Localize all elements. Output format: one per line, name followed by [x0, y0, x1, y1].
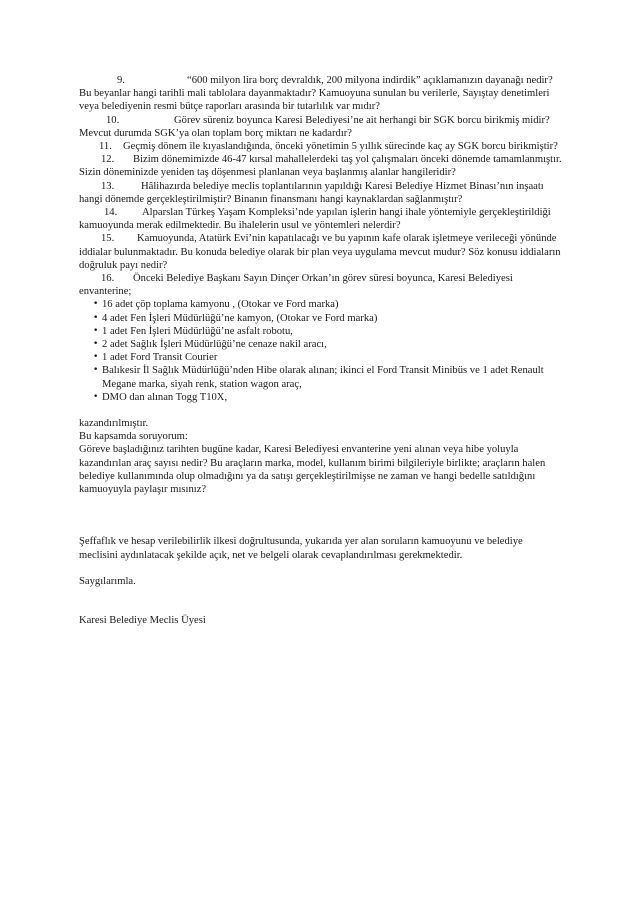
inventory-question: Göreve başladığınız tarihten bugüne kadar, Karesi Belediyesi envanterine yeni alınan veya hibe yoluyla kazandırılan araç sayısı nedir? Bu araçların marka, model, kullanım birimi bilgileriyle birlikte; araçların halen belediye kullanımında olup olmadığını ya da satışı gerçekleştirilmişse ne zaman ve hangi bedelle satıldığını kamuoyuyla paylaşır mısınız? [79, 444, 546, 496]
acquired-text: kazandırılmıştır. [79, 418, 149, 430]
question-15 [79, 232, 564, 272]
spacer [79, 496, 564, 535]
question-number: 10. [106, 114, 120, 126]
question-number: 9. [117, 75, 125, 86]
question-text: “600 milyon lira borç devraldık, 200 milyona indirdik” açıklamanızın dayanağı nedir? Bu beyanlar hangi tarihli mali tablolara dayanmaktadır? Kamuoyuna sunulan bu verilerle, Sayıştay denetimleri veya belediyenin resmi bütçe raporları arasında bir tutarlılık var mıdır? [79, 75, 553, 113]
list-item: • Balıkesir İl Sağlık Müdürlüğü’nden Hibe olarak alınan; ikinci el Ford Transit Minibüs ve 1 adet Renault Megane marka, siyah renk, station wagon araç, [79, 364, 564, 390]
spacer [79, 588, 564, 614]
list-item: • 1 adet Fen İşleri Müdürlüğü’ne asfalt robotu, [79, 325, 564, 338]
question-text: Bizim dönemimizde 46-47 kırsal mahallelerdeki taş yol çalışmaları önceki dönemde tamamlanmıştır. Sizin döneminizde yeniden taş döşenmesi planlanan veya başlanmış alanlar hangileridir? [79, 154, 562, 179]
document-page [79, 74, 564, 627]
question-11 [79, 140, 564, 153]
question-number: 13. [101, 180, 115, 192]
spacer [79, 404, 564, 417]
question-9 [79, 74, 564, 114]
question-text: Geçmiş dönem ile kıyaslandığında, önceki yönetimin 5 yıllık sürecinde kaç ay SGK borcu birikmiştir? [123, 141, 558, 153]
question-16 [79, 272, 564, 298]
list-item: • 4 adet Fen İşleri Müdürlüğü’ne kamyon, (Otokar ve Ford marka) [79, 312, 564, 325]
question-number: 16. [101, 273, 115, 285]
list-item: • 16 adet çöp toplama kamyonu , (Otokar ve Ford marka) [79, 298, 564, 311]
scope-text: Bu kapsamda soruyorum: [79, 431, 188, 443]
question-number: 11. [99, 141, 112, 153]
spacer [79, 562, 564, 575]
question-text: Hâlihazırda belediye meclis toplantılarının yapıldığı Karesi Belediye Hizmet Binası’nın inşaatı hangi dönemde gerçekleştirilmiştir? Binanın finansmanı hangi kaynaklardan sağlanmıştır? [79, 180, 544, 205]
vehicle-list [79, 298, 564, 404]
question-text: Kamuoyunda, Atatürk Evi’nin kapatılacağı ve bu yapının kafe olarak işletmeye verileceği yönünde iddialar bulunmaktadır. Bu konuda belediye olarak bir plan veya uygulama mevcut mudur? Söz konusu iddiaların doğruluk payı nedir? [79, 233, 561, 271]
question-12 [79, 153, 564, 179]
transparency-paragraph: Şeffaflık ve hesap verilebilirlik ilkesi doğrultusunda, yukarıda yer alan soruların kamuoyunu ve belediye meclisini aydınlatacak şekilde açık, net ve belgeli olarak cevaplandırılması gerekmektedir. [79, 536, 523, 561]
regards-text: Saygılarımla. [79, 575, 136, 587]
question-number: 15. [101, 233, 115, 245]
question-text: Önceki Belediye Başkanı Sayın Dinçer Orkan’ın görev süresi boyunca, Karesi Belediyesi envanterine; [79, 273, 513, 298]
question-number: 14. [104, 207, 118, 219]
question-text: Görev süreniz boyunca Karesi Belediyesi’ne ait herhangi bir SGK borcu birikmiş midir? Mevcut durumda SGK’ya olan toplam borç miktarı ne kadardır? [79, 114, 550, 139]
question-14 [79, 206, 564, 232]
question-13 [79, 180, 564, 206]
question-10 [79, 114, 564, 140]
signature: Karesi Belediye Meclis Üyesi [79, 614, 206, 626]
list-item: • DMO dan alınan Togg T10X, [79, 391, 564, 404]
list-item: • 2 adet Sağlık İşleri Müdürlüğü’ne cenaze nakil aracı, [79, 338, 564, 351]
list-item: • 1 adet Ford Transit Courier [79, 351, 564, 364]
question-text: Alparslan Türkeş Yaşam Kompleksi’nde yapılan işlerin hangi ihale yöntemiyle gerçekleştirildiği kamuoyunda merak edilmektedir. Bu ihalelerin usul ve yöntemleri nelerdir? [79, 207, 551, 232]
question-number: 12. [101, 154, 115, 166]
